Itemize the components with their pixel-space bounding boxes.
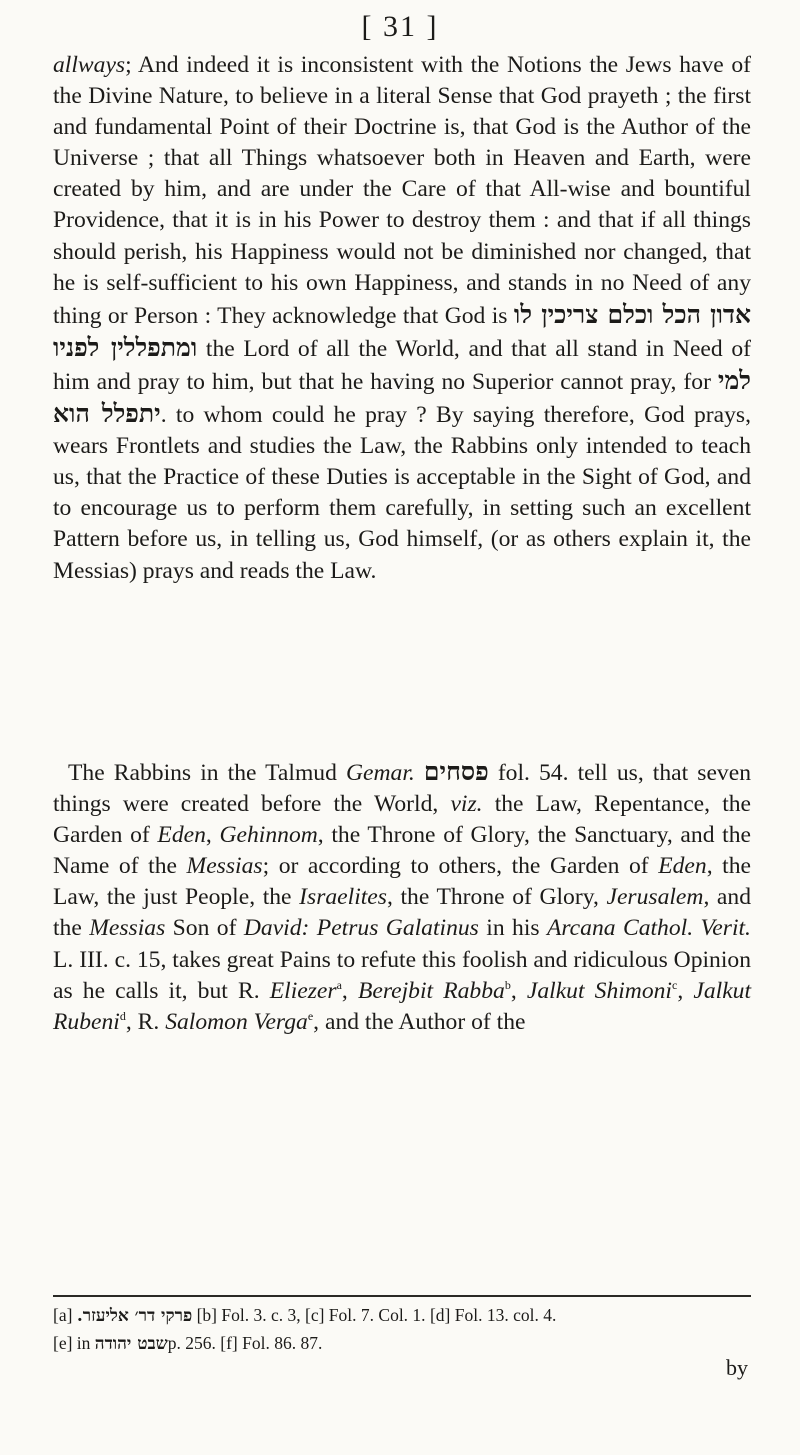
- hebrew-phrase-to-whom-pray: למי יתפלל הוא: [53, 365, 751, 429]
- footnote-e-hebrew: שבט יהודה: [94, 1334, 168, 1354]
- footnote-e-suffix: p. 256.: [167, 1333, 216, 1353]
- hebrew-tractate-pesachim: פסחים: [423, 757, 489, 786]
- footnote-a-mark: [a]: [53, 1305, 73, 1325]
- footnote-d: [d] Fol. 13. col. 4.: [429, 1305, 557, 1325]
- opening-word: allways: [53, 52, 126, 78]
- footnote-f: [f] Fol. 86. 87.: [220, 1333, 323, 1353]
- footnote-e-prefix: [e] in: [53, 1333, 91, 1353]
- footnote-c: [c] Fol. 7. Col. 1.: [305, 1305, 426, 1325]
- footnote-b: [b] Fol. 3. c. 3,: [196, 1305, 301, 1325]
- text-run: ; And indeed it is inconsistent with the Notions the Jews have of the Divine Nature, to believe in a literal Sense that God prayeth ; the first and fundamental Point of their Doctrine is, that God is the Author of the Universe ; that all Things whatsoever both in Heaven and Earth, were created by him, and are under the Care of that All-wise and bountiful Providence, that it is in his Power to destroy them : and that if all things should perish, his Happiness would not be diminished nor changed, that he is self-sufficient to his own Happiness, and stands in no Need of any thing or Person : They acknowledge that God is: [53, 52, 751, 329]
- footnote-a-hebrew: פרקי דר׳ אליעזר.: [76, 1306, 193, 1326]
- footnote-ref-d[interactable]: d: [119, 1008, 126, 1023]
- page-number: [ 31 ]: [361, 10, 439, 43]
- footnote-ref-b[interactable]: b: [504, 977, 511, 992]
- paragraph-2: The Rabbins in the Talmud Gemar. פסחים fol. 54. tell us, that seven things were created before the World, viz. the Law, Repentance, the Garden of Eden, Gehinnom, the Throne of Glory, the Sanctuary, and the Name of the Messias; or according to others, the Garden of Eden, the Law, the just People, the Israelites, the Throne of Glory, Jerusalem, and the Messias Son of David: Petrus Galatinus in his Arcana Cathol. Verit. L. III. c. 15, takes great Pains to refute this foolish and ridiculous Opinion as he calls it, but R. Eliezer$^a$, Berejbit Rabba$^b$, Jalkut Shimoni$^c$, Jalkut Rubeni$^d$, R. Salomon Verga$^e$, and the Author of the: [53, 757, 752, 1035]
- text-run: the Lord of all the World, and that all stand in Need of him and pray to him, but that he having no Superior cannot pray, for: [53, 335, 751, 395]
- catchword: by: [726, 1355, 748, 1380]
- italic-gemar: Gemar.: [346, 760, 415, 786]
- text-run: to whom could he pray ? By saying therefore, God prays, wears Frontlets and studies the Law, the Rabbins only intended to teach us, that the Practice of these Duties is acceptable in the Sight of God, and to encourage us to perform them carefully, in setting such an excellent Pattern before us, in telling us, God himself, (or as others explain it, the Messias) prays and reads the Law.: [53, 402, 751, 584]
- footnote-ref-e[interactable]: e: [307, 1008, 314, 1023]
- hebrew-phrase-lord-of-all: אדון הכל וכלם צריכין לו ומתפללין לפניו: [53, 299, 752, 362]
- footnote-ref-c[interactable]: c: [672, 977, 678, 992]
- footnotes: [53, 1302, 751, 1358]
- paragraph-1: allways; And indeed it is inconsistent with the Notions the Jews have of the Divine Nature, to believe in a literal Sense that God prayeth ; the first and fundamental Point of their Doctrine is, that God is the Author of the Universe ; that all Things whatsoever both in Heaven and Earth, were created by him, and are under the Care of that All-wise and bountiful Providence, that it is in his Power to destroy them : and that if all things should perish, his Happiness would not be diminished nor changed, that he is self-sufficient to his own Happiness, and stands in no Need of any thing or Person : They acknowledge that God is אדון הכל וכלם צריכין לו ומתפללין לפניו the Lord of all the World, and that all stand in Need of him and pray to him, but that he having no Superior cannot pray, for למי יתפלל הוא. to whom could he pray ? By saying therefore, God prays, wears Frontlets and studies the Law, the Rabbins only intended to teach us, that the Practice of these Duties is acceptable in the Sight of God, and to encourage us to perform them carefully, in setting such an excellent Pattern before us, in telling us, God himself, (or as others explain it, the Messias) prays and reads the Law.: [53, 52, 752, 584]
- footnote-ref-a[interactable]: a: [336, 977, 342, 992]
- footnote-divider: [53, 1295, 751, 1297]
